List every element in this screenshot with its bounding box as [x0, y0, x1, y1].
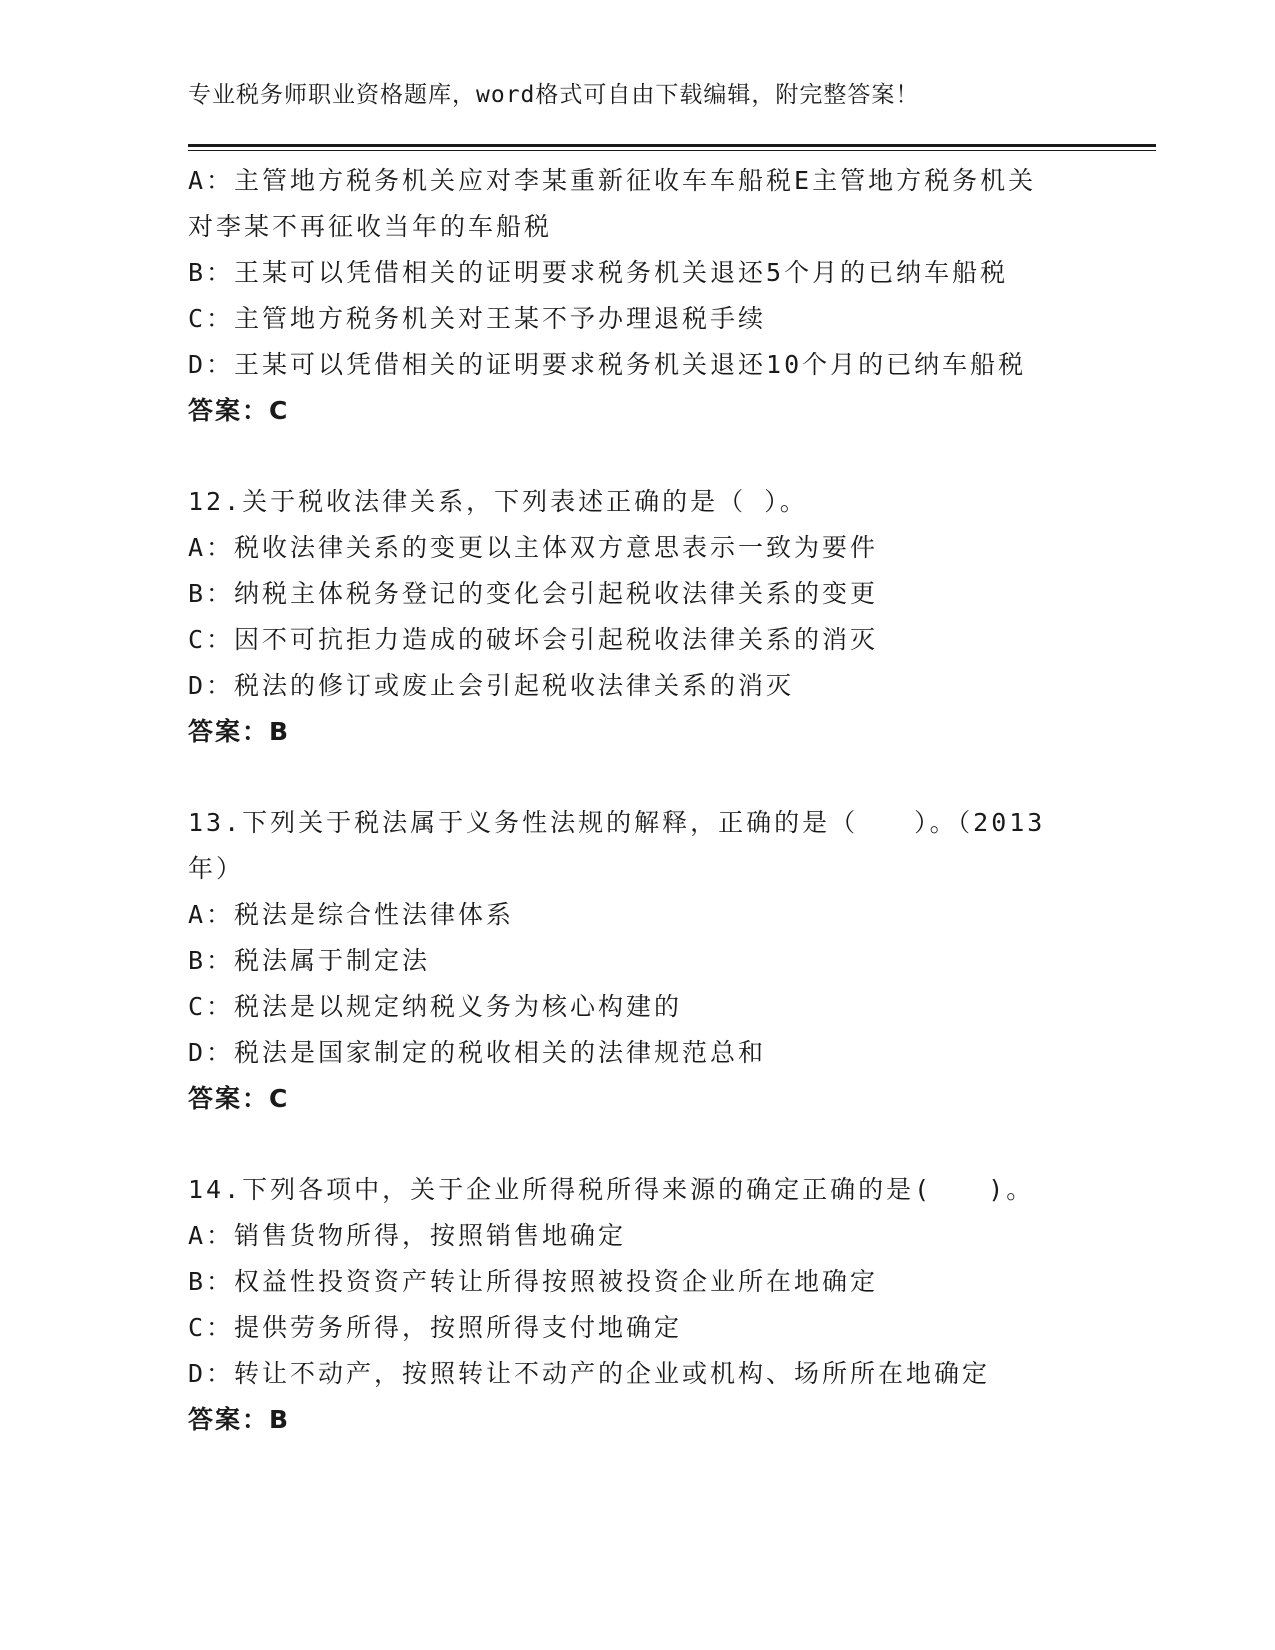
option-c: C：因不可抗拒力造成的破坏会引起税收法律关系的消灭	[188, 625, 879, 654]
question-content	[188, 158, 1088, 1443]
option-b: B：王某可以凭借相关的证明要求税务机关退还5个月的已纳车船税	[188, 258, 1009, 287]
option-b: B：纳税主体税务登记的变化会引起税收法律关系的变更	[188, 579, 879, 608]
question-stem-line-2: 年）	[188, 854, 245, 883]
question-block-11	[188, 158, 1088, 434]
spacer	[188, 1122, 1088, 1167]
option-c: C：税法是以规定纳税义务为核心构建的	[188, 992, 683, 1021]
question-block-12	[188, 479, 1088, 755]
answer-line: 答案：C	[188, 1084, 290, 1113]
answer-line: 答案：B	[188, 1405, 291, 1434]
option-b: B：权益性投资资产转让所得按照被投资企业所在地确定	[188, 1267, 879, 1296]
option-a-line-1: A：主管地方税务机关应对李某重新征收车车船税E主管地方税务机关	[188, 166, 1037, 195]
option-a: A：销售货物所得，按照销售地确定	[188, 1221, 627, 1250]
option-d: D：转让不动产，按照转让不动产的企业或机构、场所所在地确定	[188, 1359, 991, 1388]
option-a-line-2: 对李某不再征收当年的车船税	[188, 212, 553, 241]
spacer	[188, 755, 1088, 800]
answer-line: 答案：B	[188, 717, 291, 746]
option-c: C：主管地方税务机关对王某不予办理退税手续	[188, 304, 767, 333]
option-a: A：税法是综合性法律体系	[188, 900, 515, 929]
option-d: D：税法的修订或废止会引起税收法律关系的消灭	[188, 671, 795, 700]
option-d: D：税法是国家制定的税收相关的法律规范总和	[188, 1038, 767, 1067]
option-b: B：税法属于制定法	[188, 946, 431, 975]
header-rule	[188, 144, 1156, 151]
spacer	[188, 434, 1088, 479]
question-block-13	[188, 800, 1088, 1122]
question-stem: 12.关于税收法律关系，下列表述正确的是（ ）。	[188, 487, 808, 516]
answer-line: 答案：C	[188, 396, 290, 425]
question-stem-line-1: 13.下列关于税法属于义务性法规的解释，正确的是（ ）。（2013	[188, 808, 1046, 837]
option-d: D：王某可以凭借相关的证明要求税务机关退还10个月的已纳车船税	[188, 350, 1027, 379]
question-stem: 14.下列各项中，关于企业所得税所得来源的确定正确的是( )。	[188, 1175, 1035, 1204]
option-c: C：提供劳务所得，按照所得支付地确定	[188, 1313, 683, 1342]
question-block-14	[188, 1167, 1088, 1443]
option-a: A：税收法律关系的变更以主体双方意思表示一致为要件	[188, 533, 879, 562]
page-header: 专业税务师职业资格题库，word格式可自由下载编辑，附完整答案！	[188, 82, 920, 108]
